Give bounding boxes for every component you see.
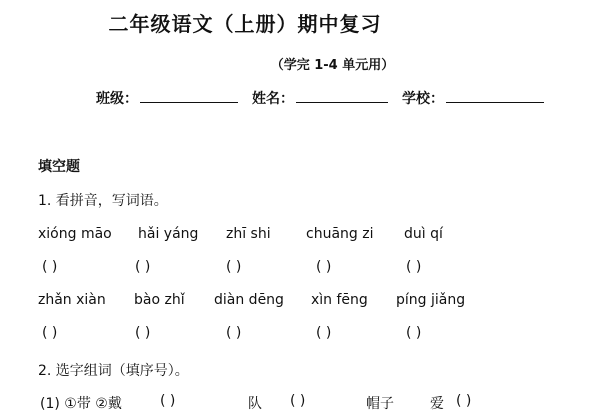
answer-blank[interactable]: ( ) (135, 325, 151, 341)
school-blank[interactable] (446, 88, 544, 103)
answer-blank[interactable]: ( ) (316, 259, 332, 275)
answer-blank[interactable]: ( ) (160, 393, 176, 409)
section-title: 填空题 (38, 159, 80, 175)
answer-blank[interactable]: ( ) (456, 393, 472, 409)
pinyin-item: hǎi yáng (138, 226, 199, 242)
pinyin-item: xióng māo (38, 226, 112, 242)
pinyin-item: píng jiǎng (396, 292, 466, 308)
pinyin-item: zhǎn xiàn (38, 292, 106, 308)
word-fragment: 队 (248, 396, 262, 412)
question-2-prompt: 2. 选字组词（填序号）。 (38, 363, 189, 379)
class-blank[interactable] (140, 88, 238, 103)
answer-blank[interactable]: ( ) (406, 259, 422, 275)
page-title: 二年级语文（上册）期中复习 (108, 12, 382, 36)
pinyin-item: bào zhǐ (134, 292, 185, 308)
page-subtitle: （学完 1-4 单元用） (270, 58, 395, 73)
answer-blank[interactable]: ( ) (316, 325, 332, 341)
answer-blank[interactable]: ( ) (406, 325, 422, 341)
answer-blank[interactable]: ( ) (135, 259, 151, 275)
answer-blank[interactable]: ( ) (42, 325, 58, 341)
word-fragment: 爱 (430, 396, 444, 412)
answer-blank[interactable]: ( ) (226, 325, 242, 341)
school-label: 学校： (402, 91, 444, 107)
class-label: 班级： (96, 91, 138, 107)
answer-blank[interactable]: ( ) (226, 259, 242, 275)
pinyin-item: chuāng zi (306, 226, 374, 242)
answer-blank[interactable]: ( ) (290, 393, 306, 409)
name-blank[interactable] (296, 88, 388, 103)
pinyin-item: xìn fēng (311, 292, 368, 308)
name-label: 姓名： (252, 91, 294, 107)
pinyin-item: zhī shi (226, 226, 271, 242)
word-fragment: 帽子 (366, 396, 394, 412)
pinyin-item: duì qí (404, 226, 443, 242)
pinyin-item: diàn dēng (214, 292, 284, 308)
student-info-row (96, 88, 544, 108)
question-2-option-label: (1) ①带 ②戴 (40, 396, 122, 412)
question-1-prompt: 1. 看拼音，写词语。 (38, 193, 168, 209)
answer-blank[interactable]: ( ) (42, 259, 58, 275)
